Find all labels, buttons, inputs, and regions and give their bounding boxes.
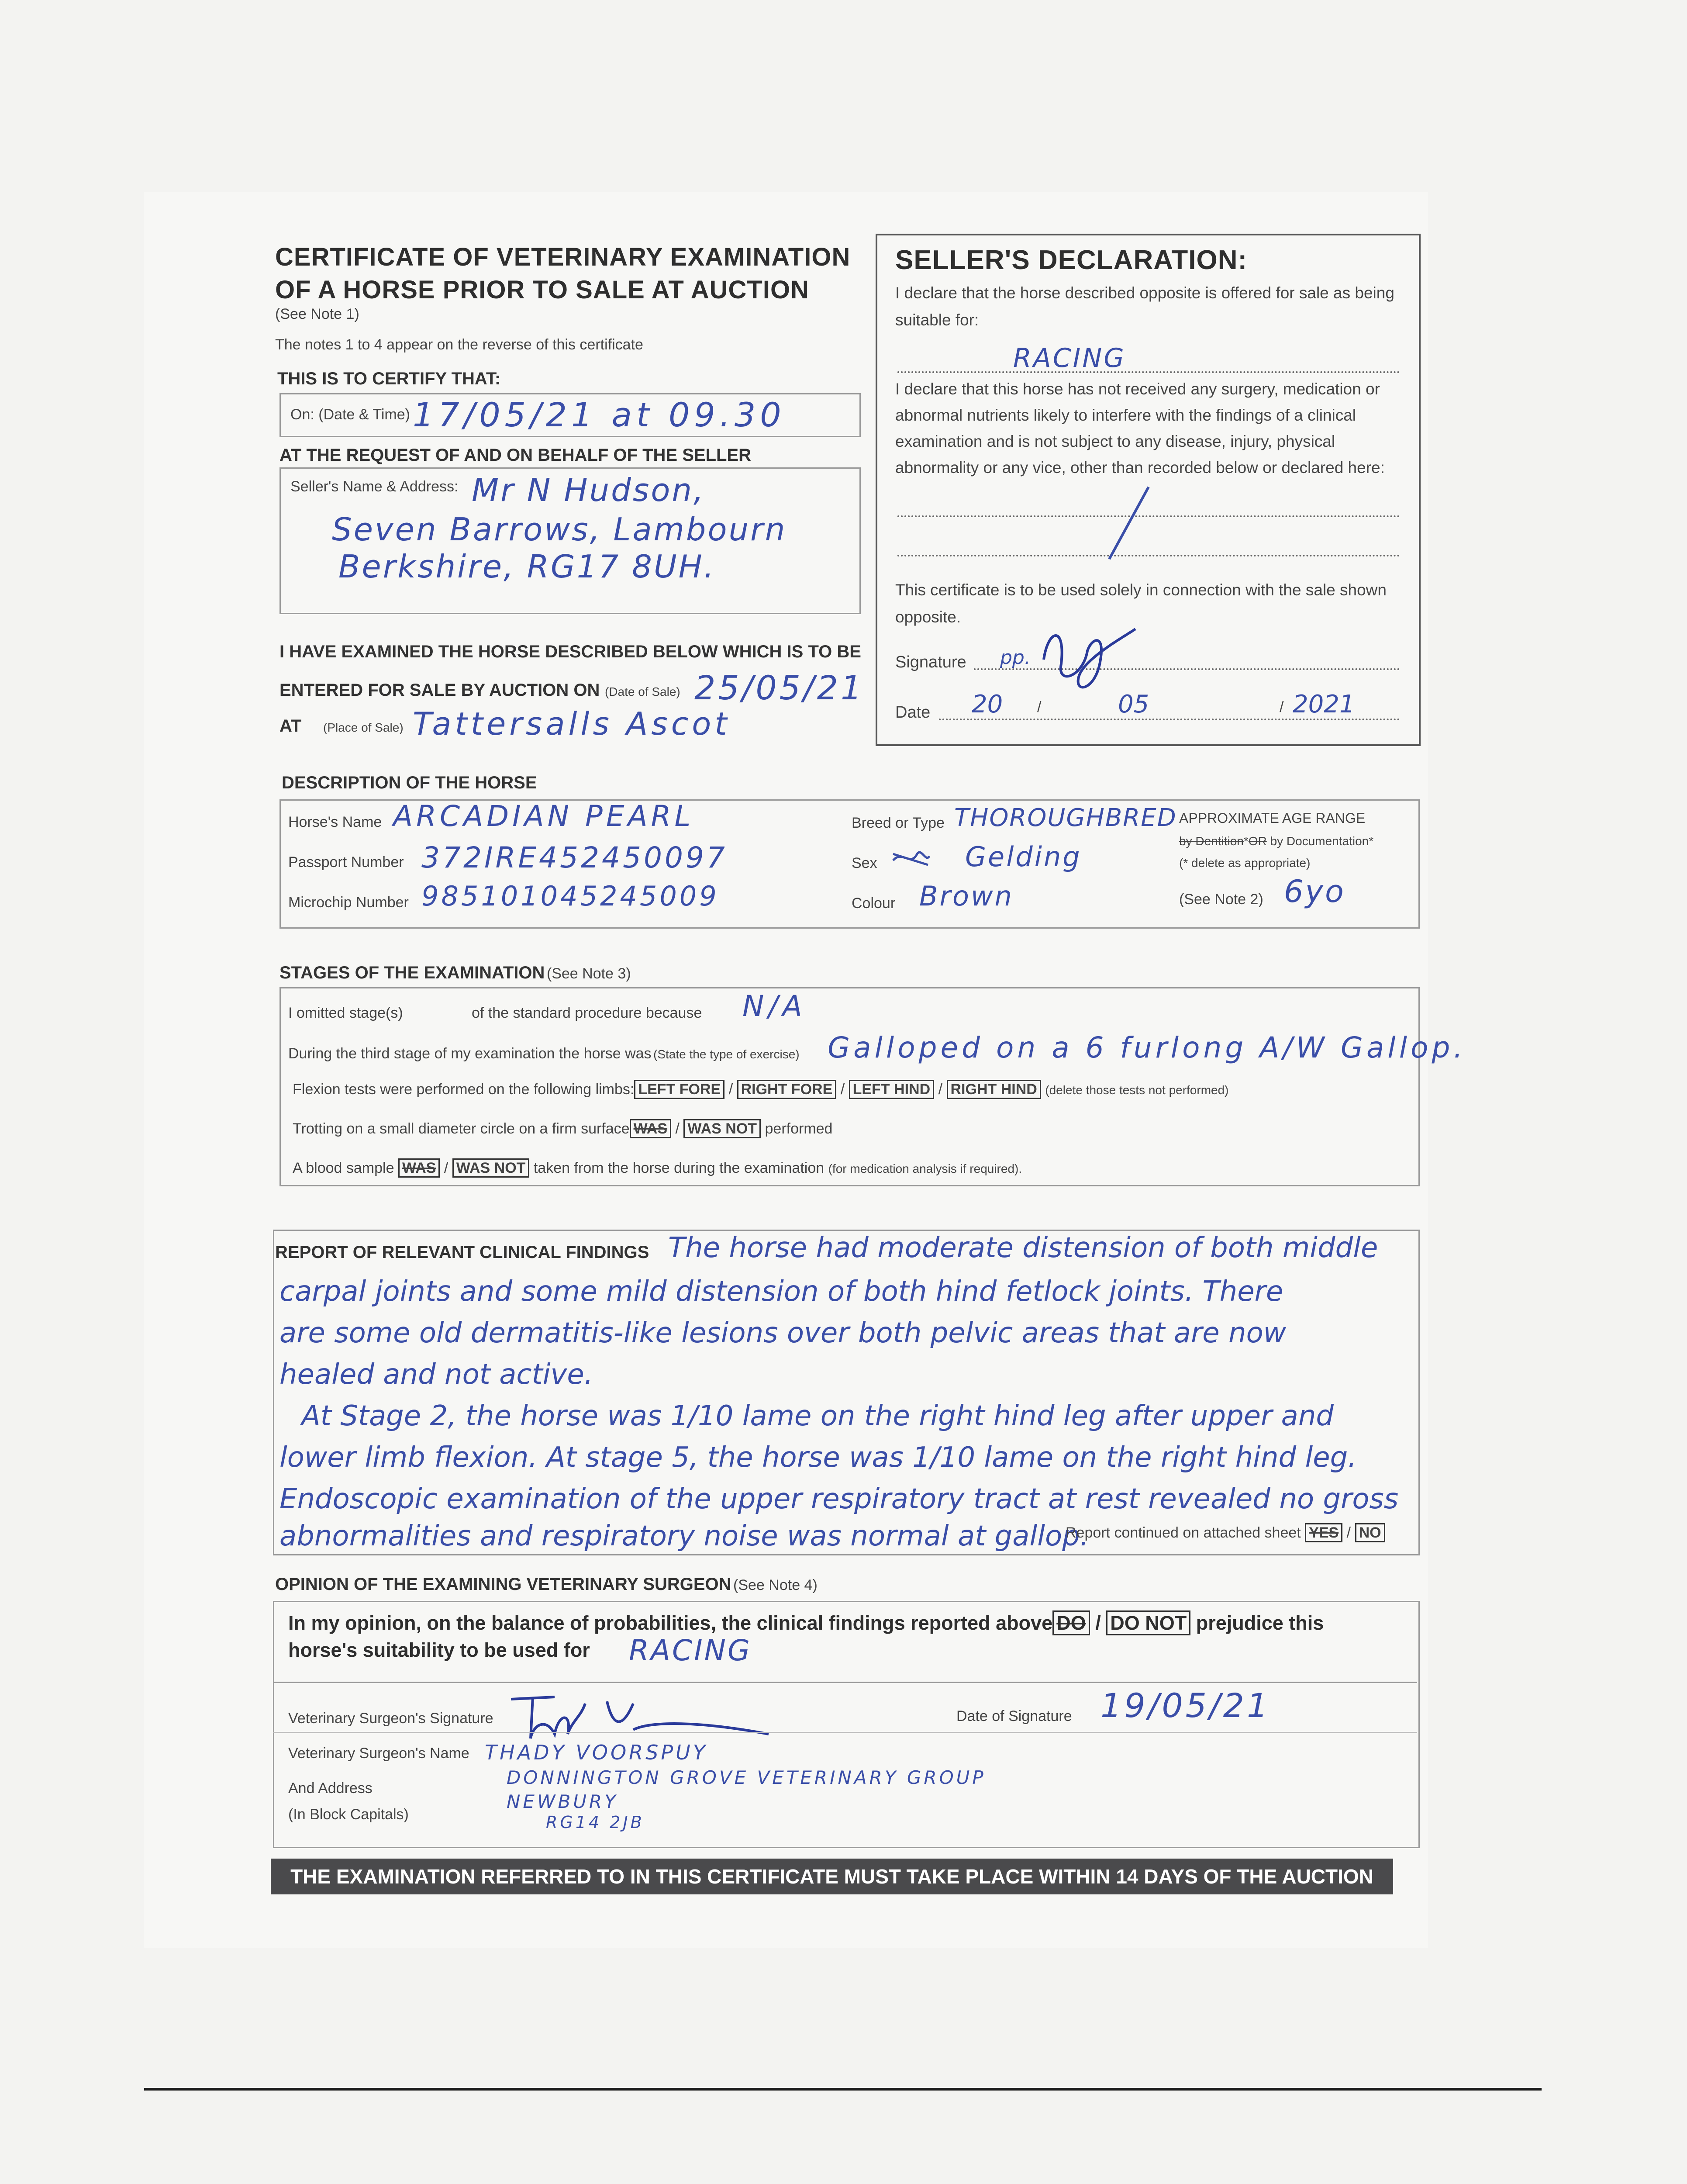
third-stage-value: Galloped on a 6 furlong A/W Gallop. <box>828 1031 1466 1064</box>
opinion-text-line2: horse's suitability to be used for <box>288 1639 590 1661</box>
notes-text: The notes 1 to 4 appear on the reverse of this certificate <box>275 336 643 353</box>
examined-line1: I HAVE EXAMINED THE HORSE DESCRIBED BELOW WHICH IS TO BE <box>279 642 861 661</box>
limb-right-hind: RIGHT HIND <box>947 1080 1041 1099</box>
declaration-text2-line3: examination and is not subject to any disease, injury, physical <box>895 432 1335 450</box>
footer-banner: THE EXAMINATION REFERRED TO IN THIS CERTIFICATE MUST TAKE PLACE WITHIN 14 DAYS OF THE AUCTION <box>271 1859 1393 1894</box>
seller-signature <box>1035 612 1140 699</box>
third-stage-label: During the third stage of my examination the horse was <box>288 1045 652 1062</box>
declaration-date-month: 05 <box>1118 690 1149 719</box>
declaration-text3-line1: This certificate is to be used solely in connection with the sale shown <box>895 581 1387 599</box>
certificate-title-line2: OF A HORSE PRIOR TO SALE AT AUCTION <box>275 276 809 304</box>
place-of-sale-label: (Place of Sale) <box>323 721 404 734</box>
limb-left-fore: LEFT FORE <box>634 1080 724 1099</box>
trotting-performed: performed <box>765 1120 833 1137</box>
declaration-date-year: 2021 <box>1293 690 1355 719</box>
opinion-do: DO <box>1052 1610 1090 1635</box>
colour-value: Brown <box>919 880 1014 912</box>
opinion-use-value: RACING <box>629 1634 752 1667</box>
examined-line2: ENTERED FOR SALE BY AUCTION ON <box>279 681 600 700</box>
flexion-note: (delete those tests not performed) <box>1045 1083 1229 1097</box>
opinion-do-not: DO NOT <box>1106 1610 1190 1635</box>
report-line2: carpal joints and some mild distension of both hind fetlock joints. There <box>279 1275 1283 1308</box>
report-line3: are some old dermatitis-like lesions over both pelvic areas that are now <box>279 1317 1287 1349</box>
horse-name-value: ARCADIAN PEARL <box>393 799 694 833</box>
trotting-row: Trotting on a small diameter circle on a firm surface WAS / WAS NOT performed <box>293 1120 832 1137</box>
passport-label: Passport Number <box>288 854 404 871</box>
opinion-text-row: In my opinion, on the balance of probabilities, the clinical findings reported above DO / DO NOT prejudice this <box>288 1612 1324 1635</box>
on-date-value: 17/05/21 at 09.30 <box>413 395 786 434</box>
third-stage-hint: (State the type of exercise) <box>653 1047 800 1061</box>
flexion-row: Flexion tests were performed on the following limbs: LEFT FORE / RIGHT FORE / LEFT HIND / RIGHT HIND (delete those tests not performed) <box>293 1081 1229 1098</box>
breed-value: THOROUGHBRED <box>954 804 1177 832</box>
place-of-sale-value: Tattersalls Ascot <box>413 705 731 742</box>
address-line3: RG14 2JB <box>546 1813 645 1832</box>
opinion-see-note: (See Note 4) <box>733 1577 818 1593</box>
report-line1: The horse had moderate distension of both middle <box>668 1232 1378 1264</box>
address-line1: DONNINGTON GROVE VETERINARY GROUP <box>507 1767 986 1788</box>
opinion-heading-row <box>275 1575 818 1594</box>
age-delete-note: (* delete as appropriate) <box>1179 856 1311 870</box>
trotting-label: Trotting on a small diameter circle on a firm surface <box>293 1120 630 1137</box>
page-edge-line <box>144 2088 1542 2091</box>
seller-line1: Mr N Hudson, <box>472 472 705 508</box>
seller-name-label: Seller's Name & Address: <box>290 478 459 495</box>
seller-line2: Seven Barrows, Lambourn <box>332 511 787 548</box>
third-stage-row <box>288 1045 800 1062</box>
declaration-text3-line2: opposite. <box>895 608 961 626</box>
blood-was-not: WAS NOT <box>452 1158 530 1178</box>
declaration-text2-line2: abnormal nutrients likely to interfere with the findings of a clinical <box>895 406 1356 424</box>
horse-name-label: Horse's Name <box>288 814 382 830</box>
breed-label: Breed or Type <box>852 815 945 831</box>
signature-prefix: pp. <box>1000 646 1031 669</box>
report-heading: REPORT OF RELEVANT CLINICAL FINDINGS <box>275 1243 649 1262</box>
signature-label: Signature <box>895 653 966 671</box>
declaration-heading: SELLER'S DECLARATION: <box>895 245 1248 275</box>
date-of-signature-label: Date of Signature <box>956 1708 1072 1724</box>
limb-left-hind: LEFT HIND <box>849 1080 935 1099</box>
declaration-text1-line1: I declare that the horse described opposite is offered for sale as being <box>895 284 1394 302</box>
passport-value: 372IRE452450097 <box>421 841 728 874</box>
report-line6: lower limb flexion. At stage 5, the horse was 1/10 lame on the right hind leg. <box>279 1441 1357 1474</box>
sex-value: Gelding <box>965 841 1082 873</box>
omitted-mid: of the standard procedure because <box>472 1005 702 1021</box>
date-sep-1: / <box>1037 699 1042 715</box>
date-line <box>939 719 1400 720</box>
report-line7: Endoscopic examination of the upper respiratory tract at rest revealed no gross <box>279 1483 1399 1515</box>
block-capitals-note: (In Block Capitals) <box>288 1806 409 1823</box>
suitable-for-value: RACING <box>1013 343 1126 373</box>
declaration-text2-line4: abnormality or any vice, other than recorded below or declared here: <box>895 459 1385 477</box>
blood-tail: taken from the horse during the examination <box>533 1160 825 1176</box>
report-no: NO <box>1355 1523 1385 1542</box>
description-heading: DESCRIPTION OF THE HORSE <box>282 773 537 792</box>
date-of-signature-value: 19/05/21 <box>1101 1686 1271 1725</box>
age-by-dentition: by Dentition*OR by Documentation* <box>1179 834 1374 848</box>
stages-heading: STAGES OF THE EXAMINATION <box>279 963 545 982</box>
age-documentation-text: by Documentation* <box>1270 834 1374 848</box>
request-heading: AT THE REQUEST OF AND ON BEHALF OF THE SELLER <box>279 446 751 465</box>
stages-see-note: (See Note 3) <box>546 965 631 982</box>
opinion-prejudice: prejudice this <box>1196 1612 1324 1634</box>
omitted-value: N/A <box>742 989 807 1023</box>
suitable-for-line <box>897 371 1400 373</box>
blood-was: WAS <box>398 1158 440 1178</box>
age-value: 6yo <box>1284 874 1345 909</box>
opinion-text-line1: In my opinion, on the balance of probabilities, the clinical findings reported above <box>288 1612 1053 1634</box>
declaration-text2-line1: I declare that this horse has not received any surgery, medication or <box>895 380 1380 398</box>
date-label: Date <box>895 703 931 722</box>
vet-signature-label: Veterinary Surgeon's Signature <box>288 1710 493 1727</box>
report-line4: healed and not active. <box>279 1358 593 1391</box>
opinion-divider <box>273 1682 1417 1683</box>
vet-name-value: THADY VOORSPUY <box>485 1741 708 1764</box>
report-line5: At Stage 2, the horse was 1/10 lame on the right hind leg after upper and <box>301 1400 1334 1432</box>
trotting-was-not: WAS NOT <box>683 1119 761 1138</box>
certificate-title-line1: CERTIFICATE OF VETERINARY EXAMINATION <box>275 243 851 271</box>
signature-divider <box>273 1732 1417 1733</box>
nil-slash-mark <box>1101 485 1153 563</box>
age-dentition-text: by Dentition <box>1179 834 1244 848</box>
report-continued-row: Report continued on attached sheet YES / NO <box>1066 1524 1385 1541</box>
trotting-was: WAS <box>630 1119 671 1138</box>
flexion-label: Flexion tests were performed on the following limbs: <box>293 1081 635 1098</box>
date-sep-2: / <box>1280 699 1284 715</box>
seller-line3: Berkshire, RG17 8UH. <box>338 548 716 585</box>
opinion-heading: OPINION OF THE EXAMINING VETERINARY SURGEON <box>275 1575 731 1594</box>
blood-row: A blood sample WAS / WAS NOT taken from the horse during the examination (for medication analysis if required). <box>293 1160 1022 1177</box>
age-heading: APPROXIMATE AGE RANGE <box>1179 810 1366 826</box>
vet-name-label: Veterinary Surgeon's Name <box>288 1745 469 1762</box>
age-see-note: (See Note 2) <box>1179 891 1263 908</box>
age-or-text: OR <box>1248 834 1267 848</box>
sex-crossed-out <box>891 845 930 871</box>
date-of-sale-label: (Date of Sale) <box>605 685 680 698</box>
microchip-label: Microchip Number <box>288 894 409 911</box>
declaration-date-day: 20 <box>972 690 1003 719</box>
microchip-value: 985101045245009 <box>421 880 719 912</box>
see-note-1: (See Note 1) <box>275 306 359 322</box>
sex-label: Sex <box>852 855 877 871</box>
omitted-label: I omitted stage(s) <box>288 1005 403 1021</box>
at-label: AT <box>279 716 302 736</box>
report-continued-label: Report continued on attached sheet <box>1066 1524 1301 1541</box>
blood-label: A blood sample <box>293 1160 394 1176</box>
certify-heading: THIS IS TO CERTIFY THAT: <box>277 369 501 388</box>
colour-label: Colour <box>852 895 896 912</box>
date-of-sale-value: 25/05/21 <box>694 668 865 707</box>
stages-heading-row <box>279 963 631 983</box>
declaration-text1-line2: suitable for: <box>895 311 979 329</box>
blood-hint: (for medication analysis if required). <box>828 1162 1022 1175</box>
report-yes: YES <box>1305 1523 1342 1542</box>
address-label: And Address <box>288 1780 373 1797</box>
report-line8: abnormalities and respiratory noise was normal at gallop. <box>279 1520 1089 1552</box>
on-date-label: On: (Date & Time) <box>290 406 410 423</box>
address-line2: NEWBURY <box>507 1791 618 1812</box>
limb-right-fore: RIGHT FORE <box>737 1080 837 1099</box>
